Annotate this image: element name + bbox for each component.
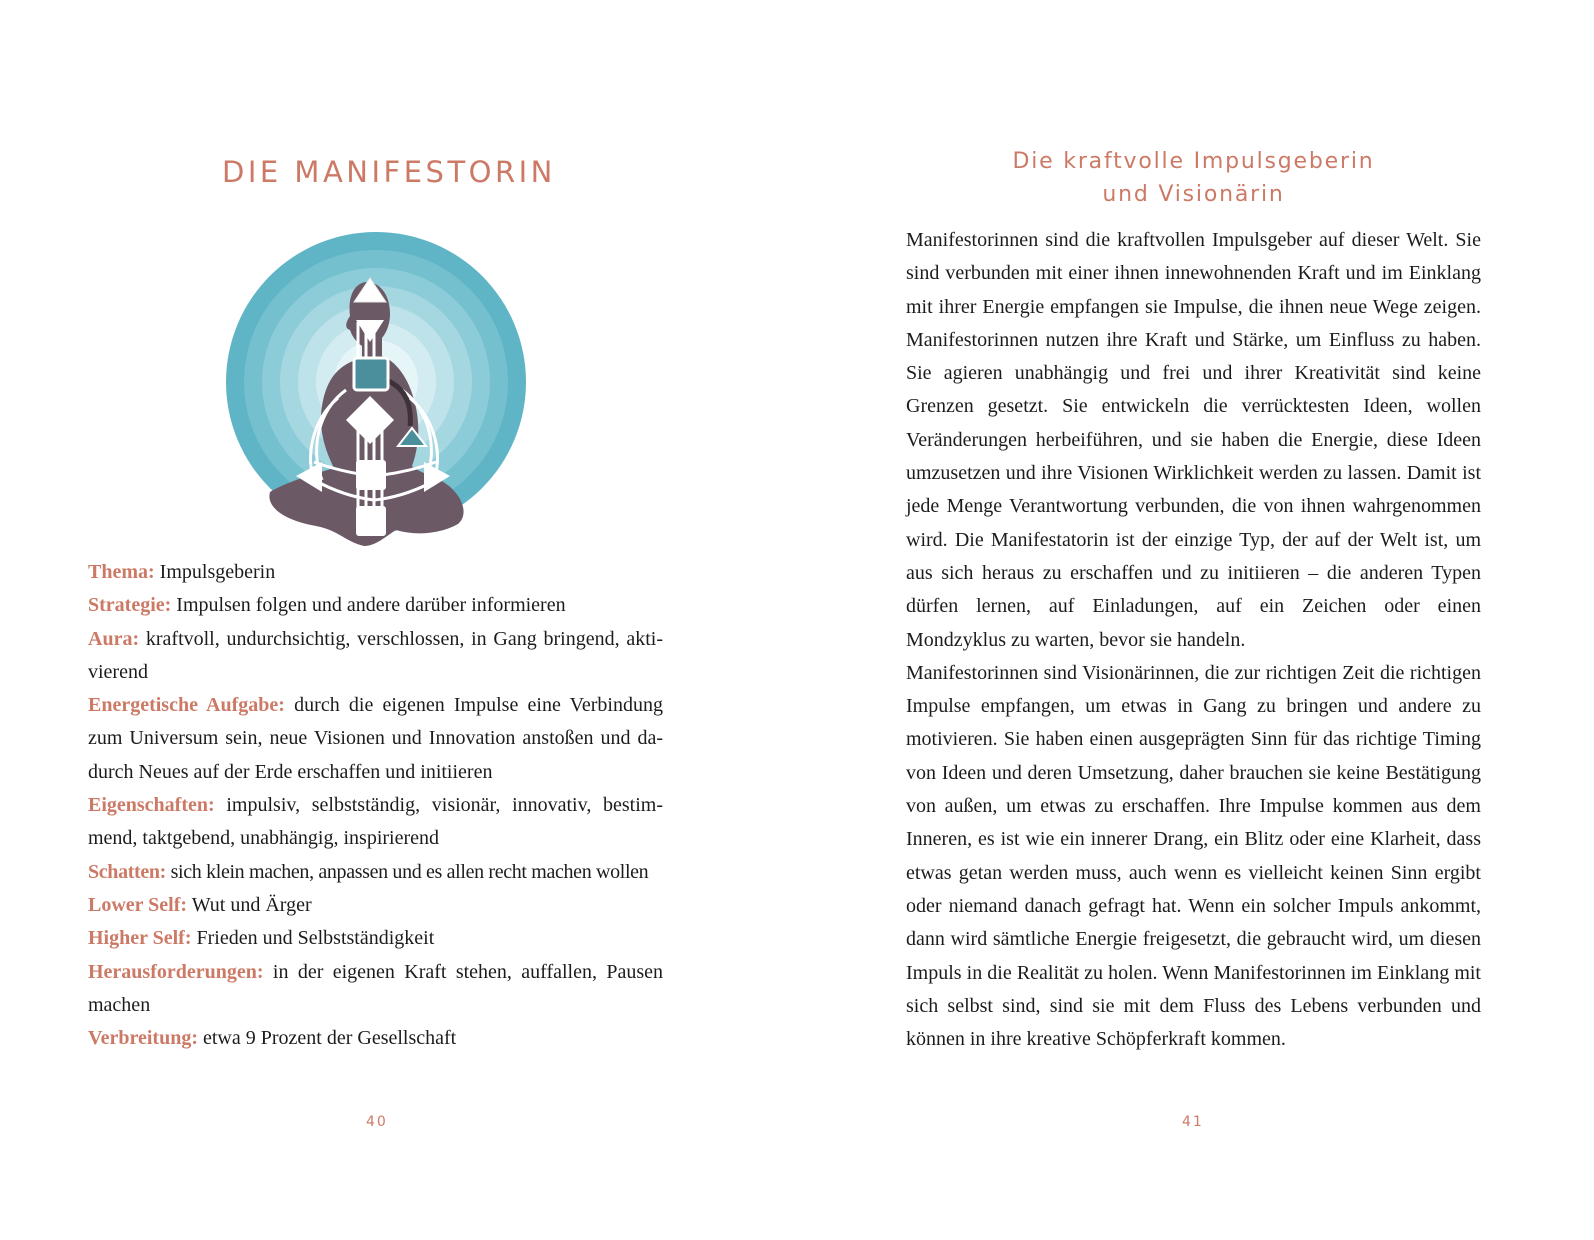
attribute-list [88,556,663,1055]
attribute-label: Higher Self: [88,927,192,950]
attribute-value: Impulsgeberin [159,561,276,583]
paragraph: Manifestorinnen sind die kraftvollen Impulsgeber auf dieser Welt. Sie sind verbunden mit einer ihnen innewohnenden Kraft und im Einklang mit ihrer Energie empfangen sie Impulse, die ihnen neue Wege zeigen. Manifestorinnen nutzen ihre Kraft und Stärke, um Einfluss zu haben. Sie agieren unabhängig und frei und ihrer Kreativität sind keine Grenzen gesetzt. Sie entwickeln die verrücktesten Ideen, wollen Veränderungen herbeiführen, und sie haben die Energie, diese Ideen umzusetzen und ihre Visionen Wirklichkeit werden zu lassen. Damit ist jede Menge Verantwortung verbunden, die von ihnen wahrgenommen wird. Die Manifestatorin ist der einzige Typ, der auf der Welt ist, um aus sich heraus zu erschaffen und zu initiieren – die anderen Typen dürfen lernen, auf Einladungen, auf ein Zeichen oder einen Mondzyklus zu warten, bevor sie handeln. [906,229,1481,651]
subtitle-line: und Visionärin [1102,182,1285,207]
attribute-label: Lower Self: [88,893,188,916]
attribute-value: durch die eigenen Impulse eine Verbindung zum Universum sein, neue Visionen und Innovation anstoßen und dadurch Neues auf der Erde erschaffen und initiieren [88,694,663,783]
attribute-label: Herausforderungen: [88,960,264,983]
paragraph: Manifestorinnen sind Visionärinnen, die zur richtigen Zeit die richtigen Impulse empfangen, um etwas in Gang zu bringen und andere zu motivieren. Sie haben einen ausgeprägten Sinn für das richtige Timing von Ideen und deren Umsetzung, daher brauchen sie keine Bestätigung von außen, um etwas zu erschaffen. Ihre Impulse kommen aus dem Inneren, es ist wie ein innerer Drang, ein Blitz oder eine Klarheit, dass etwas getan werden muss, auch wenn es vielleicht keinen Sinn ergibt oder niemand danach gefragt hat. Wenn ein solcher Impuls ankommt, dann wird sämtliche Energie freigesetzt, die gebraucht wird, um diesen Impuls in die Realität zu holen. Wenn Manifestorinnen im Einklang mit sich selbst sind, sind sie mit dem Fluss des Lebens verbunden und können in ihre kreative Schöpferkraft kommen. [906,661,1481,1051]
meditating-figure-illustration [226,230,534,552]
attribute-value: etwa 9 Prozent der Gesellschaft [203,1027,457,1050]
attribute-item [88,689,663,789]
attribute-label: Strategie: [88,594,172,617]
attribute-item [88,1022,663,1055]
attribute-label: Energetische Aufgabe: [88,694,285,717]
attribute-item [88,556,663,589]
attribute-label: Thema: [88,561,155,583]
attribute-value: Wut und Ärger [191,893,312,916]
attribute-value: sich klein machen, anpassen und es allen recht machen wollen [170,860,649,883]
page-title: DIE MANIFESTORIN [222,155,556,189]
attribute-item [88,956,663,1023]
attribute-value: kraftvoll, undurchsichtig, verschlossen, in Gang bringend, aktivierend [88,627,663,683]
page-number: 41 [1182,1114,1204,1130]
chapter-heading [178,148,556,196]
attribute-label: Aura: [88,627,140,650]
section-subtitle [906,145,1481,211]
attribute-item [88,856,663,889]
attribute-item [88,922,663,955]
attribute-label: Schatten: [88,860,166,883]
attribute-value: impulsiv, selbstständig, visionär, innovativ, bestimmend, taktgebend, unabhängig, inspirierend [88,794,663,850]
attribute-label: Eigenschaften: [88,794,215,817]
attribute-item [88,623,663,690]
attribute-item [88,789,663,856]
crescent-moon-icon [178,149,212,195]
attribute-item [88,889,663,922]
subtitle-line: Die kraftvolle Impulsgeberin [1012,149,1375,174]
attribute-item [88,589,663,622]
attribute-label: Verbreitung: [88,1027,198,1050]
page-number: 40 [366,1114,388,1130]
attribute-value: Frieden und Selbstständigkeit [196,927,435,950]
attribute-value: Impulsen folgen und andere darüber informieren [176,594,566,617]
attribute-value: in der eigenen Kraft stehen, auffallen, Pausen machen [88,960,663,1016]
body-text [906,224,1481,1056]
